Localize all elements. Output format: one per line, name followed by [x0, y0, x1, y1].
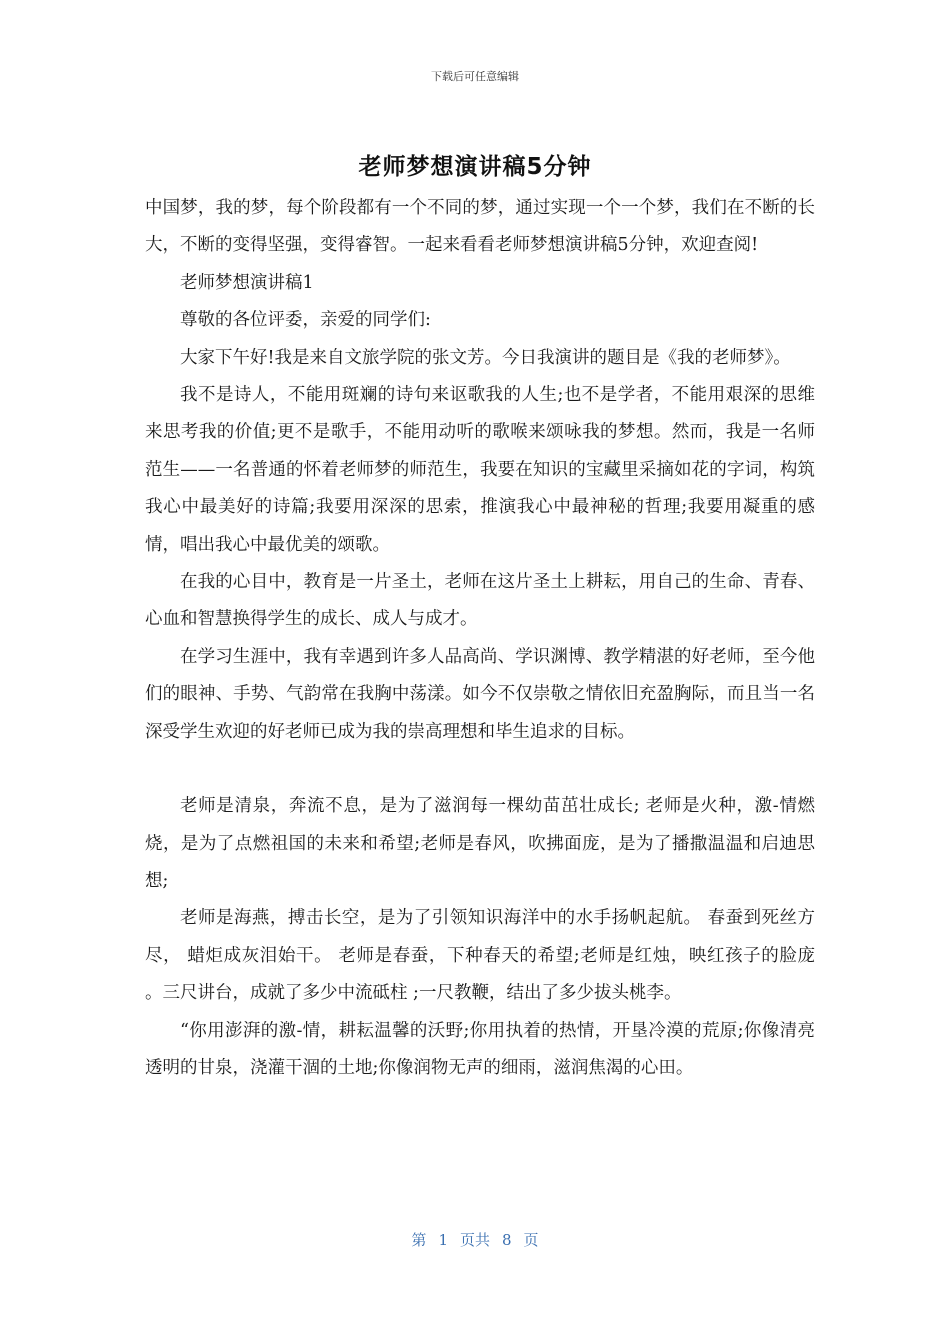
- body-paragraph: 在我的心目中，教育是一片圣土，老师在这片圣土上耕耘，用自己的生命、青春、心血和智慧换得学生的成长、成人与成才。: [145, 572, 815, 630]
- intro-paragraph: 中国梦，我的梦，每个阶段都有一个不同的梦，通过实现一个一个梦，我们在不断的长大，不断的变得坚强，变得睿智。一起来看看老师梦想演讲稿5分钟，欢迎查阅!: [145, 198, 815, 256]
- body-paragraph: 老师是海燕，搏击长空，是为了引领知识海洋中的水手扬帆起航。 春蚕到死丝方尽， 蜡炬成灰泪始干。 老师是春蚕，下种春天的希望;老师是红烛，映红孩子的脸庞 。三尺讲台，成就了多少中流砥柱 ;一尺教鞭，结出了多少拔头桃李。: [145, 908, 815, 1004]
- body-paragraph: 在学习生涯中，我有幸遇到许多人品高尚、学识渊博、教学精湛的好老师，至今他们的眼神、手势、气韵常在我胸中荡漾。如今不仅崇敬之情依旧充盈胸际，而且当一名深受学生欢迎的好老师已成为我的崇高理想和毕生追求的目标。: [145, 646, 815, 742]
- footer-label-total: 页共: [459, 1231, 490, 1249]
- page-footer: [0, 1229, 950, 1250]
- body-paragraph: 老师是清泉，奔流不息，是为了滋润每一棵幼苗茁壮成长; 老师是火种，激-情燃烧，是为了点燃祖国的未来和希望;老师是春风，吹拂面庞，是为了播撒温温和启迪思想;: [145, 796, 815, 891]
- footer-label-end: 页: [523, 1231, 539, 1249]
- body-paragraph: 我不是诗人，不能用斑斓的诗句来讴歌我的人生;也不是学者，不能用艰深的思维来思考我的价值;更不是歌手，不能用动听的歌喉来颂咏我的梦想。然而，我是一名师范生——一名普通的怀着老师梦的师范生，我要在知识的宝藏里采摘如花的字词，构筑我心中最美好的诗篇;我要用深深的思索，推演我心中最神秘的哲理;我要用凝重的感情，唱出我心中最优美的颂歌。: [145, 385, 815, 555]
- body-paragraph: “你用澎湃的激-情，耕耘温馨的沃野;你用执着的热情，开垦冷漠的荒原;你像清亮透明的甘泉，浇灌干涸的土地;你像润物无声的细雨，滋润焦渴的心田。: [145, 1020, 815, 1078]
- salutation: 尊敬的各位评委，亲爱的同学们:: [180, 310, 431, 331]
- document-body: [145, 190, 815, 1087]
- footer-page-number: 1: [438, 1231, 448, 1249]
- footer-label-page: 第: [411, 1231, 427, 1249]
- footer-total-pages: 8: [502, 1231, 512, 1249]
- header-note: 下载后可任意编辑: [431, 70, 519, 83]
- section-heading: 老师梦想演讲稿1: [180, 272, 314, 293]
- body-paragraph: 大家下午好!我是来自文旅学院的张文芳。今日我演讲的题目是《我的老师梦》。: [180, 347, 791, 368]
- page-title: 老师梦想演讲稿5分钟: [358, 154, 592, 180]
